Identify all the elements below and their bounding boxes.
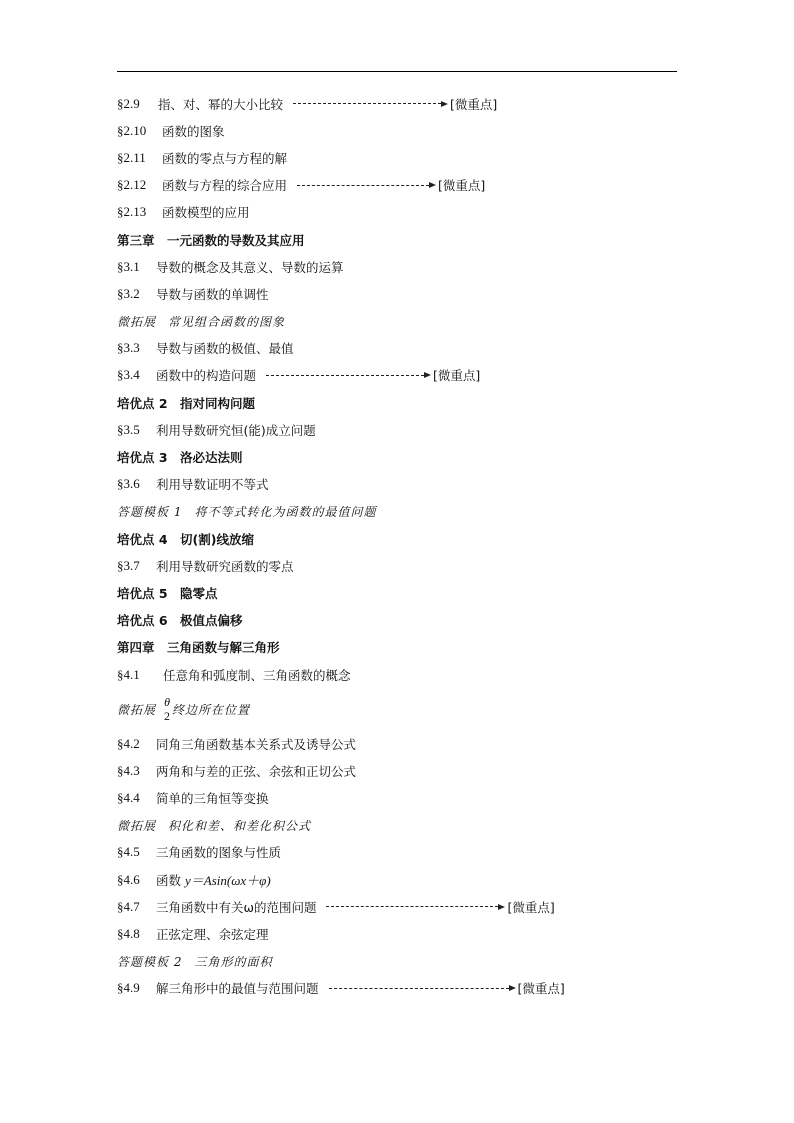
section-title: 函数的图象 <box>162 123 225 139</box>
toc-entry-4-1[interactable] <box>117 661 717 688</box>
toc-entry-micro-extension-product-sum[interactable] <box>117 812 717 839</box>
section-number: §4.9 <box>117 980 140 996</box>
chapter-title: 第三章 一元函数的导数及其应用 <box>117 232 305 248</box>
toc-entry-enhancement-3[interactable] <box>117 443 717 470</box>
toc-entry-3-7[interactable] <box>117 552 717 579</box>
toc-entry-4-8[interactable] <box>117 920 717 947</box>
section-number: §4.1 <box>117 666 140 682</box>
section-title: 函数的零点与方程的解 <box>162 150 288 166</box>
section-number: §4.4 <box>117 790 140 806</box>
special-label: 微拓展 <box>117 314 157 329</box>
toc-entry-4-3[interactable] <box>117 757 717 784</box>
enhancement-title: 培优点 5 隐零点 <box>117 585 218 601</box>
section-number: §4.6 <box>117 871 140 887</box>
special-label: 答题模板 2 <box>117 954 183 969</box>
section-title: 函数模型的应用 <box>162 205 250 221</box>
micro-key-tag: [微重点] <box>450 96 498 112</box>
section-number: §3.2 <box>117 285 140 301</box>
special-label: 微拓展 <box>117 818 157 833</box>
section-number: §3.5 <box>117 421 140 437</box>
dashed-arrow-icon <box>293 101 448 107</box>
fraction-theta-over-2: θ 2 <box>164 695 172 724</box>
toc-entry-enhancement-4[interactable] <box>117 525 717 552</box>
dashed-arrow-icon <box>329 985 516 991</box>
section-title: 简单的三角恒等变换 <box>156 791 269 807</box>
micro-key-tag: [微重点] <box>433 368 481 384</box>
toc-entry-3-2[interactable] <box>117 280 717 307</box>
section-title-prefix: 函数 <box>156 872 182 888</box>
section-number: §4.3 <box>117 762 140 778</box>
toc-entry-4-7[interactable] <box>117 893 717 920</box>
section-title: 指、对、幂的大小比较 <box>158 96 284 112</box>
section-title: 导数与函数的单调性 <box>156 286 269 302</box>
section-title: 导数的概念及其意义、导数的运算 <box>156 259 344 275</box>
toc-entry-micro-extension-half-angle[interactable] <box>117 688 717 730</box>
toc-entry-2-10[interactable] <box>117 117 717 144</box>
toc-entry-enhancement-2[interactable] <box>117 389 717 416</box>
section-title: 利用导数研究函数的零点 <box>156 558 294 574</box>
table-of-contents <box>117 90 717 1002</box>
toc-entry-answer-template-1[interactable] <box>117 498 717 525</box>
toc-entry-4-9[interactable] <box>117 975 717 1002</box>
section-number: §3.4 <box>117 367 140 383</box>
special-label: 微拓展 <box>117 702 157 717</box>
toc-entry-3-4[interactable] <box>117 362 717 389</box>
section-title: 三角函数中有关ω的范围问题 <box>156 899 317 915</box>
section-number: §2.13 <box>117 204 147 220</box>
section-title: 三角函数的图象与性质 <box>156 845 282 861</box>
section-number: §3.6 <box>117 476 140 492</box>
toc-entry-enhancement-6[interactable] <box>117 607 717 634</box>
dashed-arrow-icon <box>297 182 436 188</box>
enhancement-title: 培优点 2 指对同构问题 <box>117 395 256 411</box>
section-title: 任意角和弧度制、三角函数的概念 <box>163 667 351 683</box>
section-number: §2.12 <box>117 177 147 193</box>
toc-entry-4-5[interactable] <box>117 839 717 866</box>
special-title: 积化和差、和差化积公式 <box>168 818 312 833</box>
section-title: 利用导数证明不等式 <box>156 477 269 493</box>
header-rule <box>117 71 677 72</box>
special-title: 常见组合函数的图象 <box>168 314 286 329</box>
micro-key-tag: [微重点] <box>438 178 486 194</box>
section-title: 利用导数研究恒(能)成立问题 <box>156 422 316 438</box>
special-title: 终边所在位置 <box>172 702 251 717</box>
enhancement-title: 培优点 6 极值点偏移 <box>117 613 243 629</box>
toc-entry-4-6[interactable] <box>117 866 717 893</box>
dashed-arrow-icon <box>326 904 505 910</box>
toc-entry-4-4[interactable] <box>117 785 717 812</box>
section-title: 函数与方程的综合应用 <box>162 178 288 194</box>
section-title: 两角和与差的正弦、余弦和正切公式 <box>156 763 357 779</box>
section-number: §2.9 <box>117 95 140 111</box>
enhancement-title: 培优点 4 切(割)线放缩 <box>117 531 254 547</box>
toc-entry-3-6[interactable] <box>117 471 717 498</box>
toc-entry-2-11[interactable] <box>117 144 717 171</box>
special-label: 答题模板 1 <box>117 504 183 519</box>
toc-entry-2-13[interactable] <box>117 199 717 226</box>
toc-entry-3-3[interactable] <box>117 335 717 362</box>
toc-entry-micro-extension[interactable] <box>117 308 717 335</box>
section-title: 函数中的构造问题 <box>156 368 257 384</box>
section-number: §2.11 <box>117 149 146 165</box>
special-title: 将不等式转化为函数的最值问题 <box>194 504 377 519</box>
section-number: §3.3 <box>117 340 140 356</box>
section-number: §3.7 <box>117 557 140 573</box>
section-title: 导数与函数的极值、最值 <box>156 341 294 357</box>
toc-entry-2-9[interactable] <box>117 90 717 117</box>
toc-entry-answer-template-2[interactable] <box>117 948 717 975</box>
toc-entry-enhancement-5[interactable] <box>117 579 717 606</box>
section-number: §4.5 <box>117 844 140 860</box>
toc-entry-4-2[interactable] <box>117 730 717 757</box>
section-formula: y＝Asin(ωx＋φ) <box>185 873 271 889</box>
section-title: 解三角形中的最值与范围问题 <box>156 981 319 997</box>
dashed-arrow-icon <box>266 372 431 378</box>
chapter-3-heading[interactable] <box>117 226 717 253</box>
section-number: §4.7 <box>117 898 140 914</box>
section-number: §2.10 <box>117 122 147 138</box>
chapter-4-heading[interactable] <box>117 634 717 661</box>
toc-entry-3-5[interactable] <box>117 416 717 443</box>
section-number: §3.1 <box>117 258 140 274</box>
section-title: 正弦定理、余弦定理 <box>156 927 269 943</box>
enhancement-title: 培优点 3 洛必达法则 <box>117 450 243 466</box>
special-title: 三角形的面积 <box>194 954 273 969</box>
chapter-title: 第四章 三角函数与解三角形 <box>117 640 280 656</box>
section-number: §4.8 <box>117 926 140 942</box>
micro-key-tag: [微重点] <box>517 981 565 997</box>
toc-entry-2-12[interactable] <box>117 172 717 199</box>
toc-entry-3-1[interactable] <box>117 253 717 280</box>
section-number: §4.2 <box>117 735 140 751</box>
section-title: 同角三角函数基本关系式及诱导公式 <box>156 736 357 752</box>
micro-key-tag: [微重点] <box>507 899 555 915</box>
